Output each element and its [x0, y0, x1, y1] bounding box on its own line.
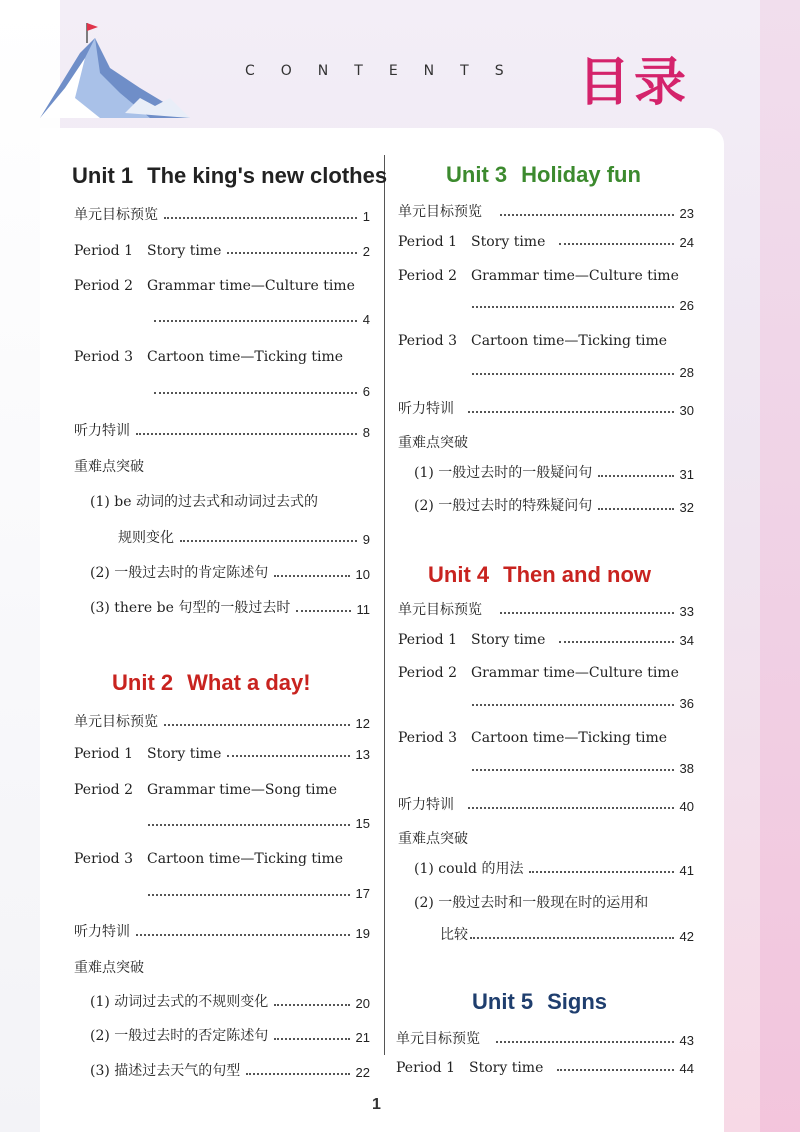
page-number: 2: [362, 244, 370, 259]
toc-entry-continued[interactable]: [472, 298, 694, 313]
page-number: 41: [679, 863, 694, 878]
page-number: 4: [362, 312, 370, 327]
entry-label: (3) there be 句型的一般过去时: [90, 600, 291, 616]
unit-name: Then and now: [503, 562, 652, 587]
unit-heading[interactable]: [446, 162, 641, 188]
dot-leader: [274, 575, 349, 577]
entry-label: (2) 一般过去时的肯定陈述句: [90, 565, 269, 581]
unit-number: Unit 3: [446, 162, 508, 187]
toc-entry-continued[interactable]: [472, 365, 694, 380]
toc-entry[interactable]: [396, 1028, 694, 1048]
toc-entry[interactable]: [398, 599, 694, 619]
entry-label: 规则变化: [118, 530, 174, 546]
entry-label: Grammar time—Culture time: [471, 268, 679, 284]
dot-leader: [274, 1038, 349, 1040]
period-label: Period 2: [398, 665, 457, 681]
page-number: 42: [679, 929, 694, 944]
unit-number: Unit 1: [72, 163, 134, 188]
entry-label: (2) 一般过去时的特殊疑问句: [414, 498, 593, 514]
dot-leader: [598, 508, 673, 510]
dot-leader: [472, 704, 674, 706]
entry-label: (3) 描述过去天气的句型: [90, 1063, 241, 1079]
toc-entry[interactable]: [74, 278, 355, 294]
toc-entry[interactable]: [398, 632, 694, 648]
toc-entry[interactable]: [90, 1025, 370, 1045]
dot-leader: [470, 937, 674, 939]
page-number: 20: [355, 996, 370, 1011]
toc-entry[interactable]: [74, 746, 370, 762]
dot-leader: [136, 433, 357, 435]
entry-label: Cartoon time—Ticking time: [471, 730, 668, 746]
dot-leader: [227, 252, 356, 254]
page-number: 31: [679, 467, 694, 482]
toc-entry[interactable]: [398, 398, 694, 418]
dot-leader: [529, 871, 673, 873]
entry-label: 单元目标预览: [398, 602, 482, 618]
unit-heading[interactable]: [428, 562, 651, 588]
period-label: Period 1: [396, 1060, 455, 1076]
entry-label: Story time: [147, 746, 222, 762]
right-margin: [760, 0, 800, 1132]
dot-leader: [180, 540, 357, 542]
column-divider: [384, 155, 385, 1055]
period-label: Period 2: [74, 278, 133, 294]
toc-entry[interactable]: [74, 782, 337, 798]
page-number: 13: [355, 747, 370, 762]
entry-label: Story time: [147, 243, 222, 259]
entry-label: 单元目标预览: [74, 714, 158, 730]
dot-leader: [559, 243, 673, 245]
unit-name: What a day!: [187, 670, 311, 695]
unit-heading[interactable]: [72, 163, 387, 189]
toc-entry[interactable]: [398, 794, 694, 814]
page-number: 23: [679, 206, 694, 221]
unit-name: Holiday fun: [521, 162, 641, 187]
entry-label: Story time: [471, 632, 546, 648]
entry-label: 听力特训: [74, 924, 130, 940]
entry-label: Cartoon time—Ticking time: [147, 851, 344, 867]
page-number: 19: [355, 926, 370, 941]
unit-name: Signs: [547, 989, 608, 1014]
toc-entry[interactable]: [398, 234, 694, 250]
toc-entry[interactable]: [398, 665, 679, 681]
page-number: 24: [679, 235, 694, 250]
entry-label: Cartoon time—Ticking time: [147, 349, 344, 365]
toc-entry-continued[interactable]: [148, 886, 370, 901]
dot-leader: [598, 475, 673, 477]
mountain-illustration-icon: [40, 18, 190, 123]
dot-leader: [148, 894, 350, 896]
dot-leader: [500, 612, 674, 614]
unit-name: The king's new clothes: [147, 163, 388, 188]
dot-leader: [164, 724, 350, 726]
entry-label: 听力特训: [398, 797, 454, 813]
period-label: Period 1: [74, 243, 133, 259]
toc-entry-continued[interactable]: [472, 696, 694, 711]
page-number: 33: [679, 604, 694, 619]
period-label: Period 1: [74, 746, 133, 762]
dot-leader: [296, 610, 350, 612]
dot-leader: [557, 1069, 673, 1071]
period-label: Period 1: [398, 234, 457, 250]
period-label: Period 3: [398, 730, 457, 746]
entry-label: (1) could 的用法: [414, 861, 524, 877]
focus-title: 重难点突破: [398, 435, 468, 451]
page-number: 1: [362, 209, 370, 224]
toc-entry[interactable]: [414, 858, 694, 878]
page-number: 30: [679, 403, 694, 418]
toc-entry-continued[interactable]: [154, 384, 370, 399]
page-number: 40: [679, 799, 694, 814]
toc-entry[interactable]: [398, 268, 679, 284]
dot-leader: [496, 1041, 674, 1043]
toc-entry[interactable]: [74, 420, 370, 440]
focus-title: 重难点突破: [398, 831, 468, 847]
dot-leader: [274, 1004, 349, 1006]
entry-label: 比较: [440, 927, 468, 943]
unit-number: Unit 2: [112, 670, 174, 695]
toc-entry[interactable]: [90, 562, 370, 582]
period-label: Period 2: [74, 782, 133, 798]
entry-label: Cartoon time—Ticking time: [471, 333, 668, 349]
page-number: 8: [362, 425, 370, 440]
dot-leader: [148, 824, 350, 826]
period-label: Period 1: [398, 632, 457, 648]
page-number: 28: [679, 365, 694, 380]
page-number: 15: [355, 816, 370, 831]
page-number: 32: [679, 500, 694, 515]
page-number: 26: [679, 298, 694, 313]
page-number: 11: [356, 602, 370, 617]
page-number: 17: [355, 886, 370, 901]
period-label: Period 3: [74, 851, 133, 867]
dot-leader: [246, 1073, 349, 1075]
toc-entry[interactable]: [90, 991, 370, 1011]
focus-title: 重难点突破: [74, 459, 144, 475]
contents-heading: CONTENTS: [245, 63, 530, 79]
page-number: 12: [355, 716, 370, 731]
entry-label: (1) 动词过去式的不规则变化: [90, 994, 269, 1010]
toc-entry-continued[interactable]: [440, 924, 694, 944]
dot-leader: [154, 320, 357, 322]
dot-leader: [472, 769, 674, 771]
unit-number: Unit 5: [472, 989, 534, 1014]
toc-entry[interactable]: [74, 204, 370, 224]
toc-entry[interactable]: [398, 201, 694, 221]
focus-title: 重难点突破: [74, 960, 144, 976]
entry-label: 听力特训: [398, 401, 454, 417]
page-number: 22: [355, 1065, 370, 1080]
toc-entry-continued[interactable]: [154, 312, 370, 327]
toc-entry[interactable]: [414, 495, 694, 515]
entry-label: Grammar time—Culture time: [471, 665, 679, 681]
page-header: [0, 0, 800, 125]
dot-leader: [468, 411, 674, 413]
dot-leader: [559, 641, 673, 643]
toc-entry[interactable]: (2) 一般过去时和一般现在时的运用和: [414, 895, 649, 911]
unit-heading[interactable]: [472, 989, 607, 1015]
dot-leader: [227, 755, 349, 757]
period-label: Period 2: [398, 268, 457, 284]
toc-entry[interactable]: [74, 711, 370, 731]
entry-label: (1) 一般过去时的一般疑问句: [414, 465, 593, 481]
toc-entry[interactable]: [74, 851, 343, 867]
toc-entry[interactable]: [74, 349, 343, 365]
page-number: 9: [362, 532, 370, 547]
dot-leader: [500, 214, 674, 216]
period-label: Period 3: [74, 349, 133, 365]
toc-entry[interactable]: [396, 1060, 694, 1076]
entry-label: 单元目标预览: [74, 207, 158, 223]
toc-entry-continued[interactable]: [148, 816, 370, 831]
toc-entry[interactable]: (1) be 动词的过去式和动词过去式的: [90, 494, 318, 510]
toc-entry[interactable]: [398, 730, 667, 746]
page-number: 44: [679, 1061, 694, 1076]
page-title: 目录: [578, 53, 691, 113]
entry-label: 单元目标预览: [396, 1031, 480, 1047]
entry-label: (2) 一般过去时的否定陈述句: [90, 1028, 269, 1044]
toc-entry[interactable]: [398, 333, 667, 349]
page-number: 43: [679, 1033, 694, 1048]
dot-leader: [472, 306, 674, 308]
unit-heading[interactable]: [112, 670, 311, 696]
page-number: 34: [679, 633, 694, 648]
dot-leader: [472, 373, 674, 375]
page-footer-number: 1: [372, 1096, 381, 1113]
period-label: Period 3: [398, 333, 457, 349]
dot-leader: [164, 217, 357, 219]
dot-leader: [154, 392, 357, 394]
unit-number: Unit 4: [428, 562, 490, 587]
entry-label: Story time: [469, 1060, 544, 1076]
toc-entry[interactable]: [74, 921, 370, 941]
toc-entry-continued[interactable]: [118, 527, 370, 547]
dot-leader: [136, 934, 350, 936]
toc-entry[interactable]: [74, 243, 370, 259]
page-number: 10: [355, 567, 370, 582]
toc-entry[interactable]: [90, 597, 370, 617]
toc-entry-continued[interactable]: [472, 761, 694, 776]
dot-leader: [468, 807, 674, 809]
page-number: 6: [362, 384, 370, 399]
entry-label: 听力特训: [74, 423, 130, 439]
entry-label: Story time: [471, 234, 546, 250]
page-number: 21: [355, 1030, 370, 1045]
entry-label: Grammar time—Culture time: [147, 278, 355, 294]
toc-entry[interactable]: [90, 1060, 370, 1080]
toc-entry[interactable]: [414, 462, 694, 482]
entry-label: Grammar time—Song time: [147, 782, 338, 798]
page-number: 36: [679, 696, 694, 711]
entry-label: 单元目标预览: [398, 204, 482, 220]
page-number: 38: [679, 761, 694, 776]
